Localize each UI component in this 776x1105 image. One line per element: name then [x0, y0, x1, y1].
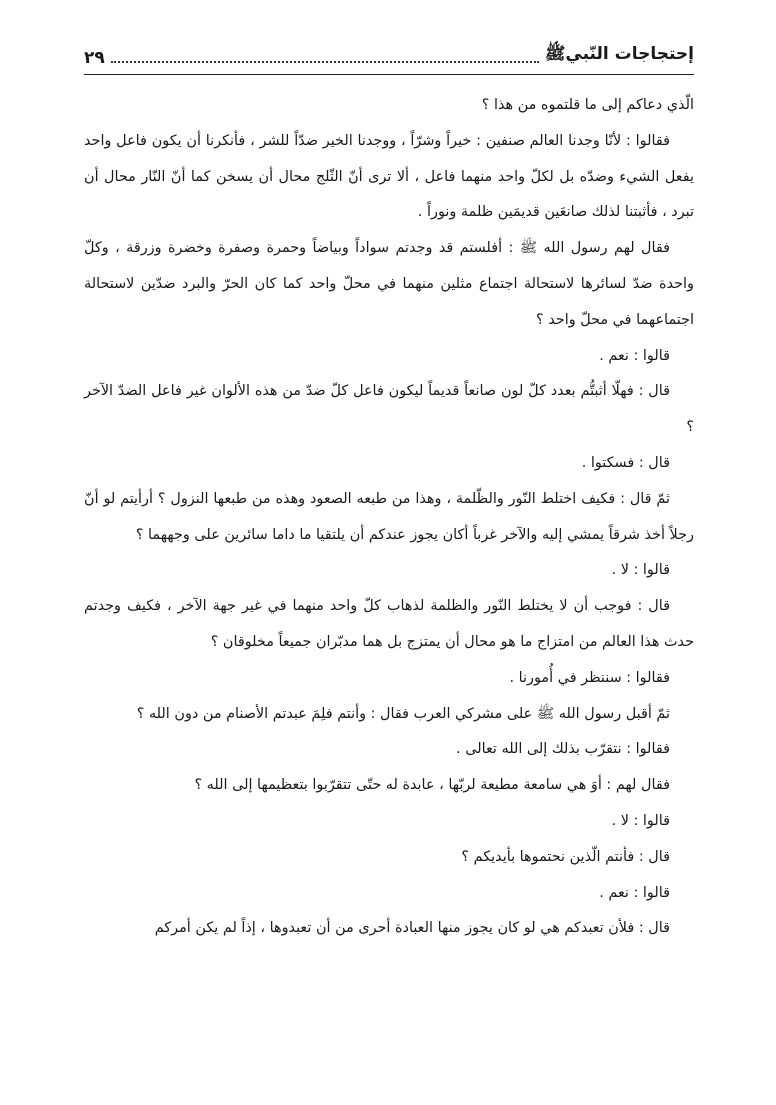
paragraph: فقالوا : سننظر في أُمورنا . — [509, 669, 670, 686]
paragraph: قالوا : نعم . — [599, 347, 670, 364]
paragraph: فقال لهم رسول الله ﷺ : أفلستم قد وجدتم سواداً وبياضاً وحمرة وصفرة وخضرة وزرقة ، وكلّ واحدة ضدّ لسائرها لاستحالة اجتماع مثلين منهما في محلّ واحد كما كان الحرّ والبرد ضدّين لاستحالة اجتماعهما في محلّ واحد ؟ — [84, 240, 694, 328]
paragraph: قال : فلأن تعبدكم هي لو كان يجوز منها العبادة أحرى من أن تعبدوها ، إذاً لم يكن أمركم — [154, 920, 670, 937]
running-title: إحتجاجات النّبيﷺ — [544, 44, 694, 64]
paragraph: ثمّ قال : فكيف اختلط النّور والظّلمة ، وهذا من طبعه الصعود وهذه من طبعها النزول ؟ أرأيتم لو أنّ رجلاً أخذ شرقاً يمشي إليه والآخر غرباً أكان يجوز عندكم أن يلتقيا ما داما سائرين على وجههما ؟ — [84, 490, 694, 543]
paragraph: قال : فوجب أن لا يختلط النّور والظلمة لذهاب كلّ واحد منهما في غير جهة الآخر ، فكيف وجدتم حدث هذا العالم من امتزاج ما هو محال أن يمتزج بل هما مدبّران جميعاً مخلوقان ؟ — [84, 598, 694, 650]
paragraph: قالوا : لا . — [611, 562, 670, 579]
page-number: ٢٩ — [84, 48, 105, 68]
paragraph: فقالوا : نتقرّب بذلك إلى الله تعالى . — [456, 741, 670, 758]
body-text — [84, 88, 694, 947]
paragraph: قال : فسكتوا . — [581, 454, 670, 471]
paragraph: قال : فأنتم الّذين نحتموها بأيديكم ؟ — [461, 848, 670, 865]
paragraph: قال : فهلّا أثبتُّم بعدد كلّ لون صانعاً قديماً ليكون فاعل كلّ ضدّ من هذه الألوان غير فاعل الضدّ الآخر ؟ — [84, 383, 694, 436]
dotted-leader — [111, 61, 539, 63]
paragraph: الّذي دعاكم إلى ما قلتموه من هذا ؟ — [481, 97, 694, 113]
paragraph: فقالوا : لأنّا وجدنا العالم صنفين : خيراً وشرّاً ، ووجدنا الخير ضدّاً للشر ، فأنكرنا أن يكون فاعل واحد يفعل الشيء وضدّه بل لكلّ واحد منهما فاعل ، ألا ترى أنّ الثّلج محال أن يسخن كما أنّ النّار محال أن تبرد ، فأثبتنا لذلك صانعَين قديمَين ظلمة ونوراً . — [84, 132, 694, 221]
header-rule — [84, 74, 694, 75]
paragraph: ثمّ أقبل رسول الله ﷺ على مشركي العرب فقال : وأنتم فلِمَ عبدتم الأصنام من دون الله ؟ — [136, 705, 670, 722]
paragraph: قالوا : لا . — [611, 812, 670, 829]
paragraph: فقال لهم : أوَ هي سامعة مطيعة لربّها ، عابدة له حتّى تتقرّبوا بتعظيمها إلى الله ؟ — [194, 777, 670, 794]
paragraph: قالوا : نعم . — [599, 884, 670, 901]
page-header — [84, 38, 694, 72]
